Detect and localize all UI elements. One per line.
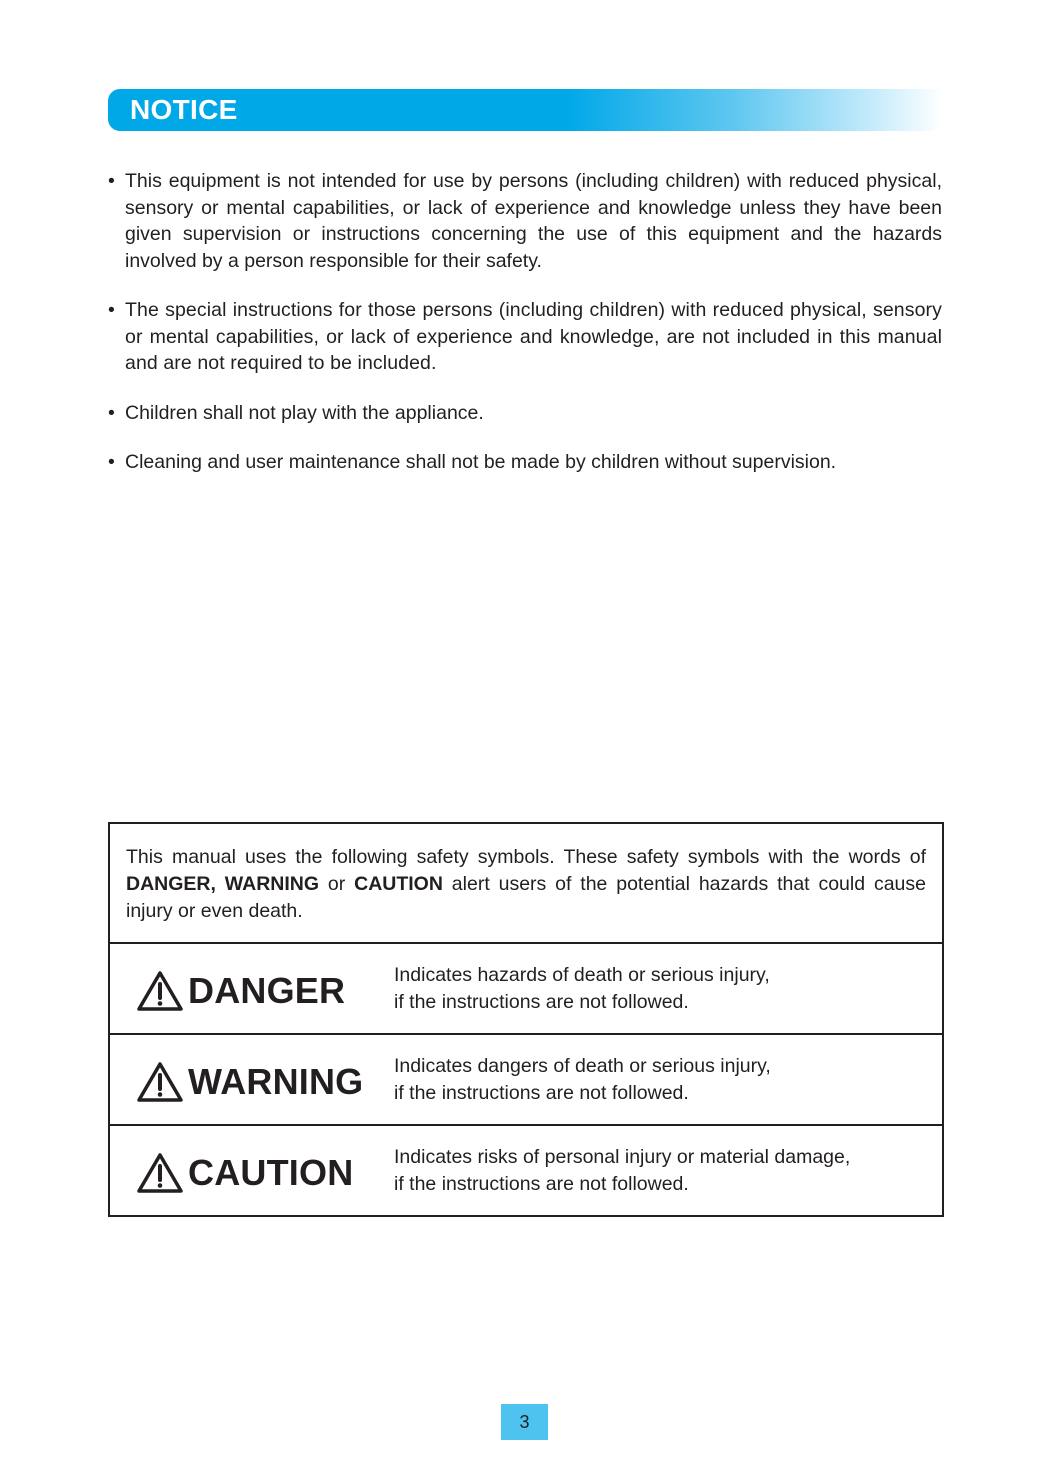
bullet-item <box>108 449 942 476</box>
intro-bold-danger-warning: DANGER, WARNING <box>126 873 320 895</box>
warning-description-line: Indicates dangers of death or serious injury, <box>394 1055 771 1077</box>
caution-description-line: if the instructions are not followed. <box>394 1172 689 1195</box>
bullet-dot: • <box>108 299 115 321</box>
caution-description-line: Indicates risks of personal injury or material damage, <box>394 1146 851 1168</box>
bullet-dot: • <box>108 170 115 192</box>
notice-bullet-list <box>108 168 942 499</box>
caution-label <box>136 1152 353 1194</box>
warning-triangle-icon <box>136 1152 184 1194</box>
warning-description <box>394 1053 771 1106</box>
bullet-text: Cleaning and user maintenance shall not be made by children without supervision. <box>125 451 837 473</box>
bullet-item <box>108 400 942 427</box>
danger-label <box>136 970 345 1012</box>
bullet-dot: • <box>108 401 115 424</box>
caution-row <box>110 1124 942 1216</box>
intro-text-or: or <box>319 873 355 895</box>
warning-triangle-icon <box>136 970 184 1012</box>
bullet-item <box>108 168 942 274</box>
safety-symbols-box <box>108 822 944 1217</box>
notice-title: NOTICE <box>130 94 238 125</box>
danger-word: DANGER <box>188 970 346 1011</box>
warning-row <box>110 1033 942 1125</box>
page-number: 3 <box>501 1404 548 1440</box>
intro-bold-caution: CAUTION <box>354 873 443 895</box>
warning-triangle-icon <box>136 1061 184 1103</box>
intro-text-start: This manual uses the following safety symbols. These safety symbols with the words of <box>126 846 926 868</box>
caution-word: CAUTION <box>188 1152 354 1193</box>
danger-description-line: if the instructions are not followed. <box>394 990 689 1013</box>
notice-header-bar <box>108 89 942 131</box>
warning-description-line: if the instructions are not followed. <box>394 1081 689 1104</box>
bullet-text: Children shall not play with the appliance. <box>125 401 484 424</box>
caution-description <box>394 1144 850 1197</box>
intro-text-end: alert users of the potential hazards that could cause injury or even death. <box>126 873 926 922</box>
safety-symbols-intro <box>126 844 926 925</box>
danger-row <box>110 942 942 1034</box>
danger-description <box>394 962 770 1015</box>
warning-label <box>136 1061 363 1103</box>
bullet-item <box>108 297 942 377</box>
bullet-text: The special instructions for those persons (including children) with reduced physical, sensory or mental capabilities, or lack of experience and knowledge, are not included in this manual and are not required to be included. <box>125 299 942 374</box>
danger-description-line: Indicates hazards of death or serious injury, <box>394 964 770 986</box>
warning-word: WARNING <box>188 1061 364 1102</box>
bullet-dot: • <box>108 451 115 473</box>
bullet-text: This equipment is not intended for use by persons (including children) with reduced physical, sensory or mental capabilities, or lack of experience and knowledge unless they have been given supervision or instructions concerning the use of this equipment and the hazards involved by a person responsible for their safety. <box>125 170 942 272</box>
